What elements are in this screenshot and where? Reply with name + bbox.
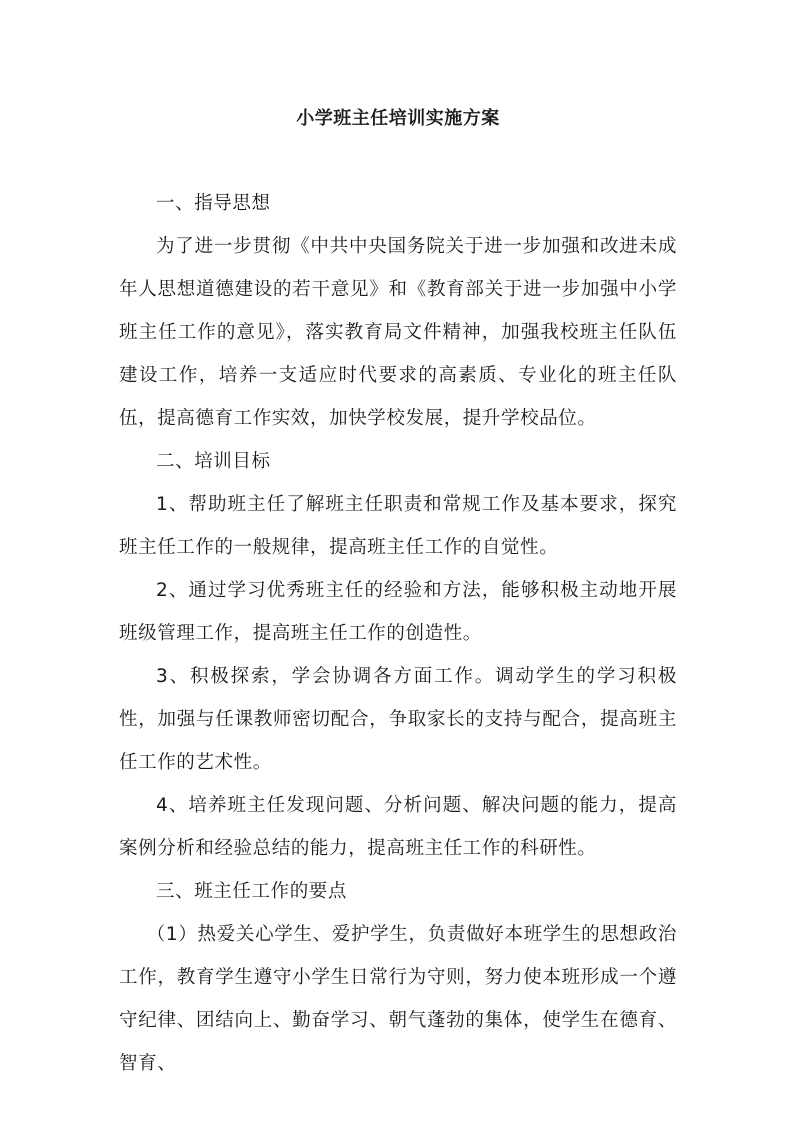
paragraph-guiding-ideology: 为了进一步贯彻《中共中央国务院关于进一步加强和改进未成年人思想道德建设的若干意见》和《教育部关于进一步加强中小学班主任工作的意见》，落实教育局文件精神，加强我校班主任队伍建设工作，培养一支适应时代要求的高素质、专业化的班主任队伍，提高德育工作实效，加快学校发展，提升学校品位。 (119, 236, 677, 429)
document-title: 小学班主任培训实施方案 (296, 108, 500, 129)
paragraph-goal-1: 1、帮助班主任了解班主任职责和常规工作及基本要求，探究班主任工作的一般规律，提高班主任工作的自觉性。 (119, 494, 677, 558)
paragraph-goal-3: 3、积极探索，学会协调各方面工作。调动学生的学习积极性，加强与任课教师密切配合，争取家长的支持与配合，提高班主任工作的艺术性。 (119, 666, 677, 773)
paragraph-work-point-1: （1）热爱关心学生、爱护学生，负责做好本班学生的思想政治工作，教育学生遵守小学生日常行为守则，努力使本班形成一个遵守纪律、团结向上、勤奋学习、朝气蓬勃的集体，使学生在德育、智育、 (119, 924, 677, 1074)
section-heading-training-goals: 二、培训目标 (156, 451, 271, 472)
paragraph-goal-4: 4、培养班主任发现问题、分析问题、解决问题的能力，提高案例分析和经验总结的能力，提高班主任工作的科研性。 (119, 795, 677, 859)
section-heading-guiding-ideology: 一、指导思想 (156, 193, 271, 214)
paragraph-goal-2: 2、通过学习优秀班主任的经验和方法，能够积极主动地开展班级管理工作，提高班主任工作的创造性。 (119, 580, 677, 644)
document-body (119, 182, 677, 1085)
section-heading-work-points: 三、班主任工作的要点 (156, 881, 348, 902)
